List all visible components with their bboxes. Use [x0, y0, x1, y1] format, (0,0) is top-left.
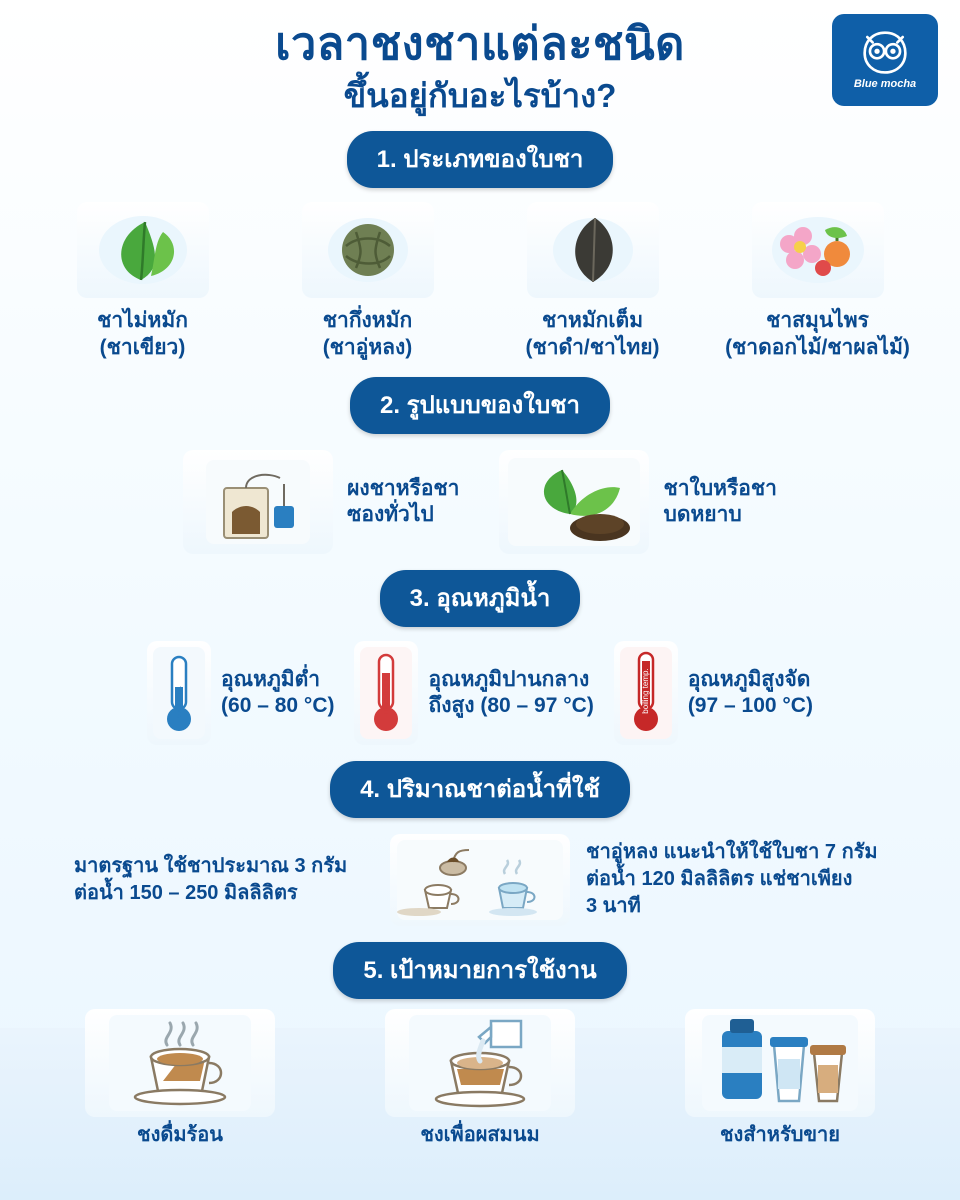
thermometer-medium-high-icon [354, 641, 418, 745]
spoon-and-cups-icon [390, 834, 570, 926]
tile-caption: ชงเพื่อผสมนม [420, 1123, 540, 1146]
loose-leaf-icon [499, 450, 649, 554]
caption-line-1: ชากึ่งหมัก [322, 309, 413, 333]
tile-milk-mix [350, 1009, 610, 1148]
section-5-banner: 5. เป้าหมายการใช้งาน [333, 942, 626, 999]
section-2-banner-row [0, 377, 960, 434]
thermometer-label: med-high [381, 680, 391, 714]
tile-caption [221, 667, 334, 720]
tile-for-sale [650, 1009, 910, 1148]
section-4-left-text [74, 853, 374, 907]
tile-caption: ชงสำหรับขาย [719, 1123, 841, 1146]
hot-cup-icon [85, 1009, 275, 1117]
thermometer-label: boiling temp. [640, 668, 650, 714]
dark-leaf-icon [527, 202, 659, 298]
tile-hot-drink [50, 1009, 310, 1148]
tile-loose-leaf [499, 450, 776, 554]
tea-bag-icon [183, 450, 333, 554]
section-5 [0, 942, 960, 1148]
tile-caption [663, 476, 776, 529]
owl-icon [858, 30, 912, 76]
tile-boiling-temp [614, 641, 813, 745]
brand-logo [832, 14, 938, 106]
caption-line-1: ชาใบหรือชา [663, 476, 777, 500]
logo-text: Blue mocha [853, 78, 917, 90]
tile-herbal-tea [710, 202, 925, 361]
tile-oolong-tea [260, 202, 475, 361]
caption-line-1: อุณหภูมิปานกลาง [428, 667, 590, 691]
right-text-line-1: ชาอู่หลง แนะนำให้ใช้ใบชา 7 กรัม [586, 841, 878, 864]
thermometer-label: low temp. [174, 685, 184, 720]
caption-line-1: ชาไม่หมัก [97, 309, 188, 333]
caption-line-1: ชาหมักเต็ม [541, 309, 644, 333]
tile-caption [347, 476, 459, 529]
caption-line-2: (97 – 100 °C) [687, 693, 813, 717]
caption-line-1: ชาสมุนไพร [766, 309, 869, 333]
left-text-line-2: ต่อน้ำ 150 – 250 มิลลิลิตร [74, 881, 298, 904]
left-text-line-1: มาตรฐาน ใช้ชาประมาณ 3 กรัม [74, 854, 348, 877]
tile-medium-high-temp [354, 641, 593, 745]
thermometer-low-icon [147, 641, 211, 745]
section-5-banner-row [0, 942, 960, 999]
tile-black-tea [485, 202, 700, 361]
pouring-milk-icon [385, 1009, 575, 1117]
tile-caption [688, 667, 813, 720]
caption-line-1: ผงชาหรือชา [347, 476, 460, 500]
tile-green-tea [35, 202, 250, 361]
caption-line-2: (ชาเขียว) [99, 335, 186, 359]
section-1-banner-row [0, 131, 960, 188]
page-header [0, 0, 960, 115]
tile-low-temp [147, 641, 334, 745]
tile-caption: ชงดื่มร้อน [137, 1123, 223, 1146]
caption-line-2: ถึงสูง (80 – 97 °C) [428, 693, 594, 717]
section-3-banner-row [0, 570, 960, 627]
page-subtitle: ขึ้นอยู่กับอะไรบ้าง? [343, 76, 617, 114]
caption-line-2: บดหยาบ [663, 502, 742, 526]
caption-line-2: ซองทั่วไป [347, 502, 434, 526]
section-3-items [0, 641, 960, 745]
thermometer-boiling-icon [614, 641, 678, 745]
right-text-line-3: 3 นาที [586, 895, 641, 918]
caption-line-2: (60 – 80 °C) [221, 693, 335, 717]
caption-line-1: อุณหภูมิสูงจัด [687, 667, 811, 691]
caption-line-1: อุณหภูมิต่ำ [221, 667, 321, 691]
section-4-right-text [586, 839, 886, 920]
page-title: เวลาชงชาแต่ละชนิด [275, 18, 685, 69]
right-text-line-2: ต่อน้ำ 120 มิลลิลิตร แช่ชาเพียง [586, 868, 853, 891]
section-1-items [0, 202, 960, 361]
caption-line-2: (ชาดำ/ชาไทย) [525, 335, 660, 359]
section-4-banner-row [0, 761, 960, 818]
section-5-items [0, 1009, 960, 1148]
tile-caption [260, 308, 475, 361]
section-4-banner: 4. ปริมาณชาต่อน้ำที่ใช้ [330, 761, 630, 818]
section-1-banner: 1. ประเภทของใบชา [347, 131, 614, 188]
section-4-content [0, 834, 960, 926]
caption-line-2: (ชาอู่หลง) [322, 335, 413, 359]
section-2-banner: 2. รูปแบบของใบชา [350, 377, 610, 434]
section-3-banner: 3. อุณหภูมิน้ำ [380, 570, 581, 627]
rolled-oolong-leaf-icon [302, 202, 434, 298]
tile-caption [35, 308, 250, 361]
bottles-takeaway-icon [685, 1009, 875, 1117]
tile-tea-bag [183, 450, 459, 554]
green-leaf-icon [77, 202, 209, 298]
tile-caption [485, 308, 700, 361]
tile-caption [428, 667, 593, 720]
tile-caption [710, 308, 925, 361]
caption-line-2: (ชาดอกไม้/ชาผลไม้) [725, 335, 910, 359]
flower-fruit-icon [752, 202, 884, 298]
section-2-items [0, 450, 960, 554]
